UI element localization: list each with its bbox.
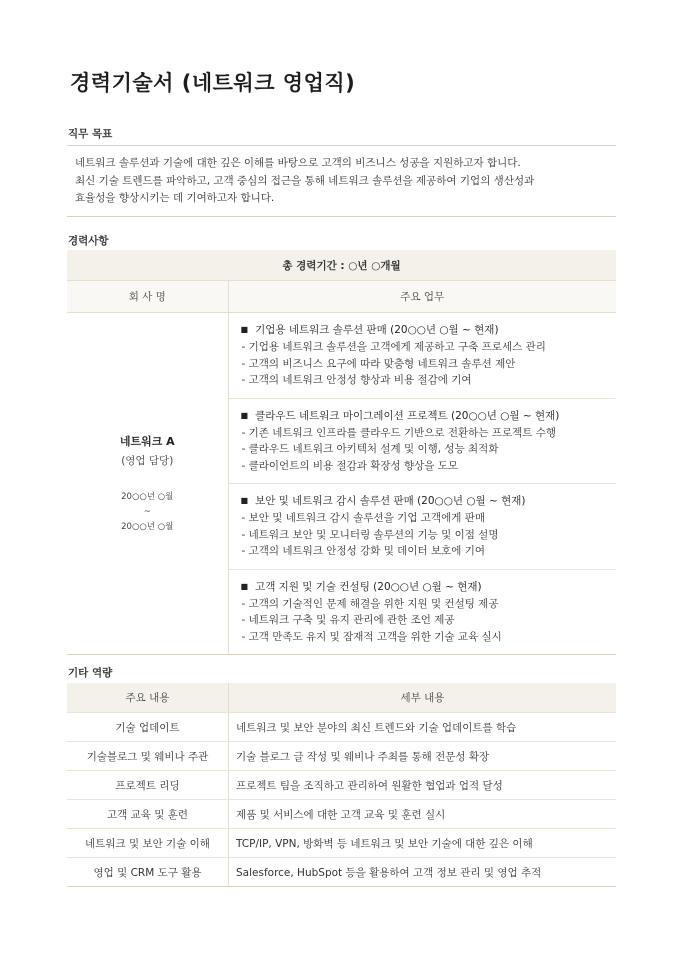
company-cell	[67, 313, 228, 655]
skill-key: 네트워크 및 보안 기술 이해	[67, 829, 229, 858]
career-total-row	[67, 250, 616, 281]
project-cell	[228, 569, 616, 655]
project-detail: - 클라이언트의 비용 절감과 확장성 향상을 도모	[241, 459, 459, 472]
square-bullet-icon: ■	[240, 410, 249, 420]
skills-value-header: 세부 내용	[229, 683, 617, 713]
objective-top-rule	[67, 145, 616, 146]
document-title: 경력기술서 (네트워크 영업직)	[70, 71, 356, 95]
career-table	[67, 250, 616, 655]
project-detail: - 고객의 비즈니스 요구에 따라 맞춤형 네트워크 솔루션 제안	[241, 357, 516, 370]
skills-header-row	[67, 683, 616, 713]
period-start: 20○○년 ○월	[121, 491, 174, 502]
skills-key-header: 주요 내용	[67, 683, 229, 713]
skill-value: Salesforce, HubSpot 등을 활용하여 고객 정보 관리 및 영업 추적	[229, 858, 617, 887]
duties-column-header: 주요 업무	[228, 281, 616, 313]
project-detail: - 고객의 기술적인 문제 해결을 위한 지원 및 컨설팅 제공	[241, 597, 499, 610]
period-separator: ~	[143, 506, 151, 517]
project-detail: - 고객의 네트워크 안정성 강화 및 데이터 보호에 기여	[241, 545, 485, 557]
skill-value: 기술 블로그 글 작성 및 웨비나 주최를 통해 전문성 확장	[229, 742, 617, 771]
square-bullet-icon: ■	[240, 325, 249, 334]
project-cell	[228, 484, 616, 570]
employment-period	[67, 490, 228, 535]
company-column-header: 회 사 명	[67, 281, 228, 313]
skills-section-label: 기타 역량	[68, 667, 113, 679]
skills-row	[67, 800, 616, 829]
skill-key: 프로젝트 리딩	[67, 771, 229, 800]
skill-key: 기술블로그 및 웨비나 주관	[67, 742, 229, 771]
company-role: (영업 담당)	[121, 454, 174, 467]
skill-value: 네트워크 및 보안 분야의 최신 트렌드와 기술 업데이트를 학습	[229, 713, 617, 742]
project-title: ■ 클라우드 네트워크 마이그레이션 프로젝트 (20○○년 ○월 ~ 현재)	[240, 409, 560, 422]
career-section-label: 경력사항	[68, 235, 109, 247]
objective-text	[75, 155, 620, 208]
project-detail: - 기존 네트워크 인프라를 클라우드 기반으로 전환하는 프로젝트 수행	[241, 426, 556, 439]
objective-line: 최신 기술 트렌드를 파악하고, 고객 중심의 접근을 통해 네트워크 솔루션을 제공하여 기업의 생산성과	[75, 174, 535, 187]
skill-value: 제품 및 서비스에 대한 고객 교육 및 훈련 실시	[229, 800, 617, 829]
skills-row	[67, 742, 616, 771]
square-bullet-icon: ■	[240, 581, 249, 591]
skills-row	[67, 771, 616, 800]
skills-row	[67, 713, 616, 742]
project-detail: - 네트워크 보안 및 모니터링 솔루션의 기능 및 이점 설명	[241, 528, 499, 541]
company-name: 네트워크 A	[119, 434, 175, 448]
skills-row	[67, 829, 616, 858]
project-detail: - 보안 및 네트워크 감시 솔루션을 기업 고객에게 판매	[241, 512, 485, 524]
project-detail: - 기업용 네트워크 솔루션을 고객에게 제공하고 구축 프로세스 관리	[241, 341, 546, 353]
project-title: ■ 보안 및 네트워크 감시 솔루션 판매 (20○○년 ○월 ~ 현재)	[240, 495, 526, 507]
project-detail: - 클라우드 네트워크 아키텍처 설계 및 이행, 성능 최적화	[241, 443, 499, 455]
skill-key: 영업 및 CRM 도구 활용	[67, 858, 229, 887]
project-detail: - 네트워크 구축 및 유지 관리에 관한 조언 제공	[241, 614, 455, 626]
skills-row	[67, 858, 616, 887]
project-title: ■ 기업용 네트워크 솔루션 판매 (20○○년 ○월 ~ 현재)	[240, 324, 499, 336]
project-detail: - 고객 만족도 유지 및 잠재적 고객을 위한 기술 교육 실시	[241, 630, 502, 643]
skill-key: 고객 교육 및 훈련	[67, 800, 229, 829]
skill-key: 기술 업데이트	[67, 713, 229, 742]
project-title: ■ 고객 지원 및 기술 컨설팅 (20○○년 ○월 ~ 현재)	[240, 580, 482, 593]
career-header-row	[67, 281, 616, 313]
square-bullet-icon: ■	[240, 496, 249, 505]
career-project-row	[67, 313, 616, 399]
period-end: 20○○년 ○월	[121, 521, 174, 532]
skills-table	[67, 683, 616, 887]
career-total: 총 경력기간 : ○년 ○개월	[67, 250, 616, 281]
skill-value: TCP/IP, VPN, 방화벽 등 네트워크 및 보안 기술에 대한 깊은 이해	[229, 829, 617, 858]
objective-section-label: 직무 목표	[68, 128, 113, 140]
skill-value: 프로젝트 팀을 조직하고 관리하여 원활한 협업과 업적 달성	[229, 771, 617, 800]
project-cell	[228, 398, 616, 484]
objective-line: 네트워크 솔루션과 기술에 대한 깊은 이해를 바탕으로 고객의 비즈니스 성공을 지원하고자 합니다.	[75, 157, 521, 169]
objective-bottom-rule	[67, 216, 616, 217]
project-detail: - 고객의 네트워크 안정성 향상과 비용 절감에 기여	[241, 374, 472, 386]
project-cell	[228, 313, 616, 399]
objective-line: 효율성을 향상시키는 데 기여하고자 합니다.	[75, 192, 275, 204]
